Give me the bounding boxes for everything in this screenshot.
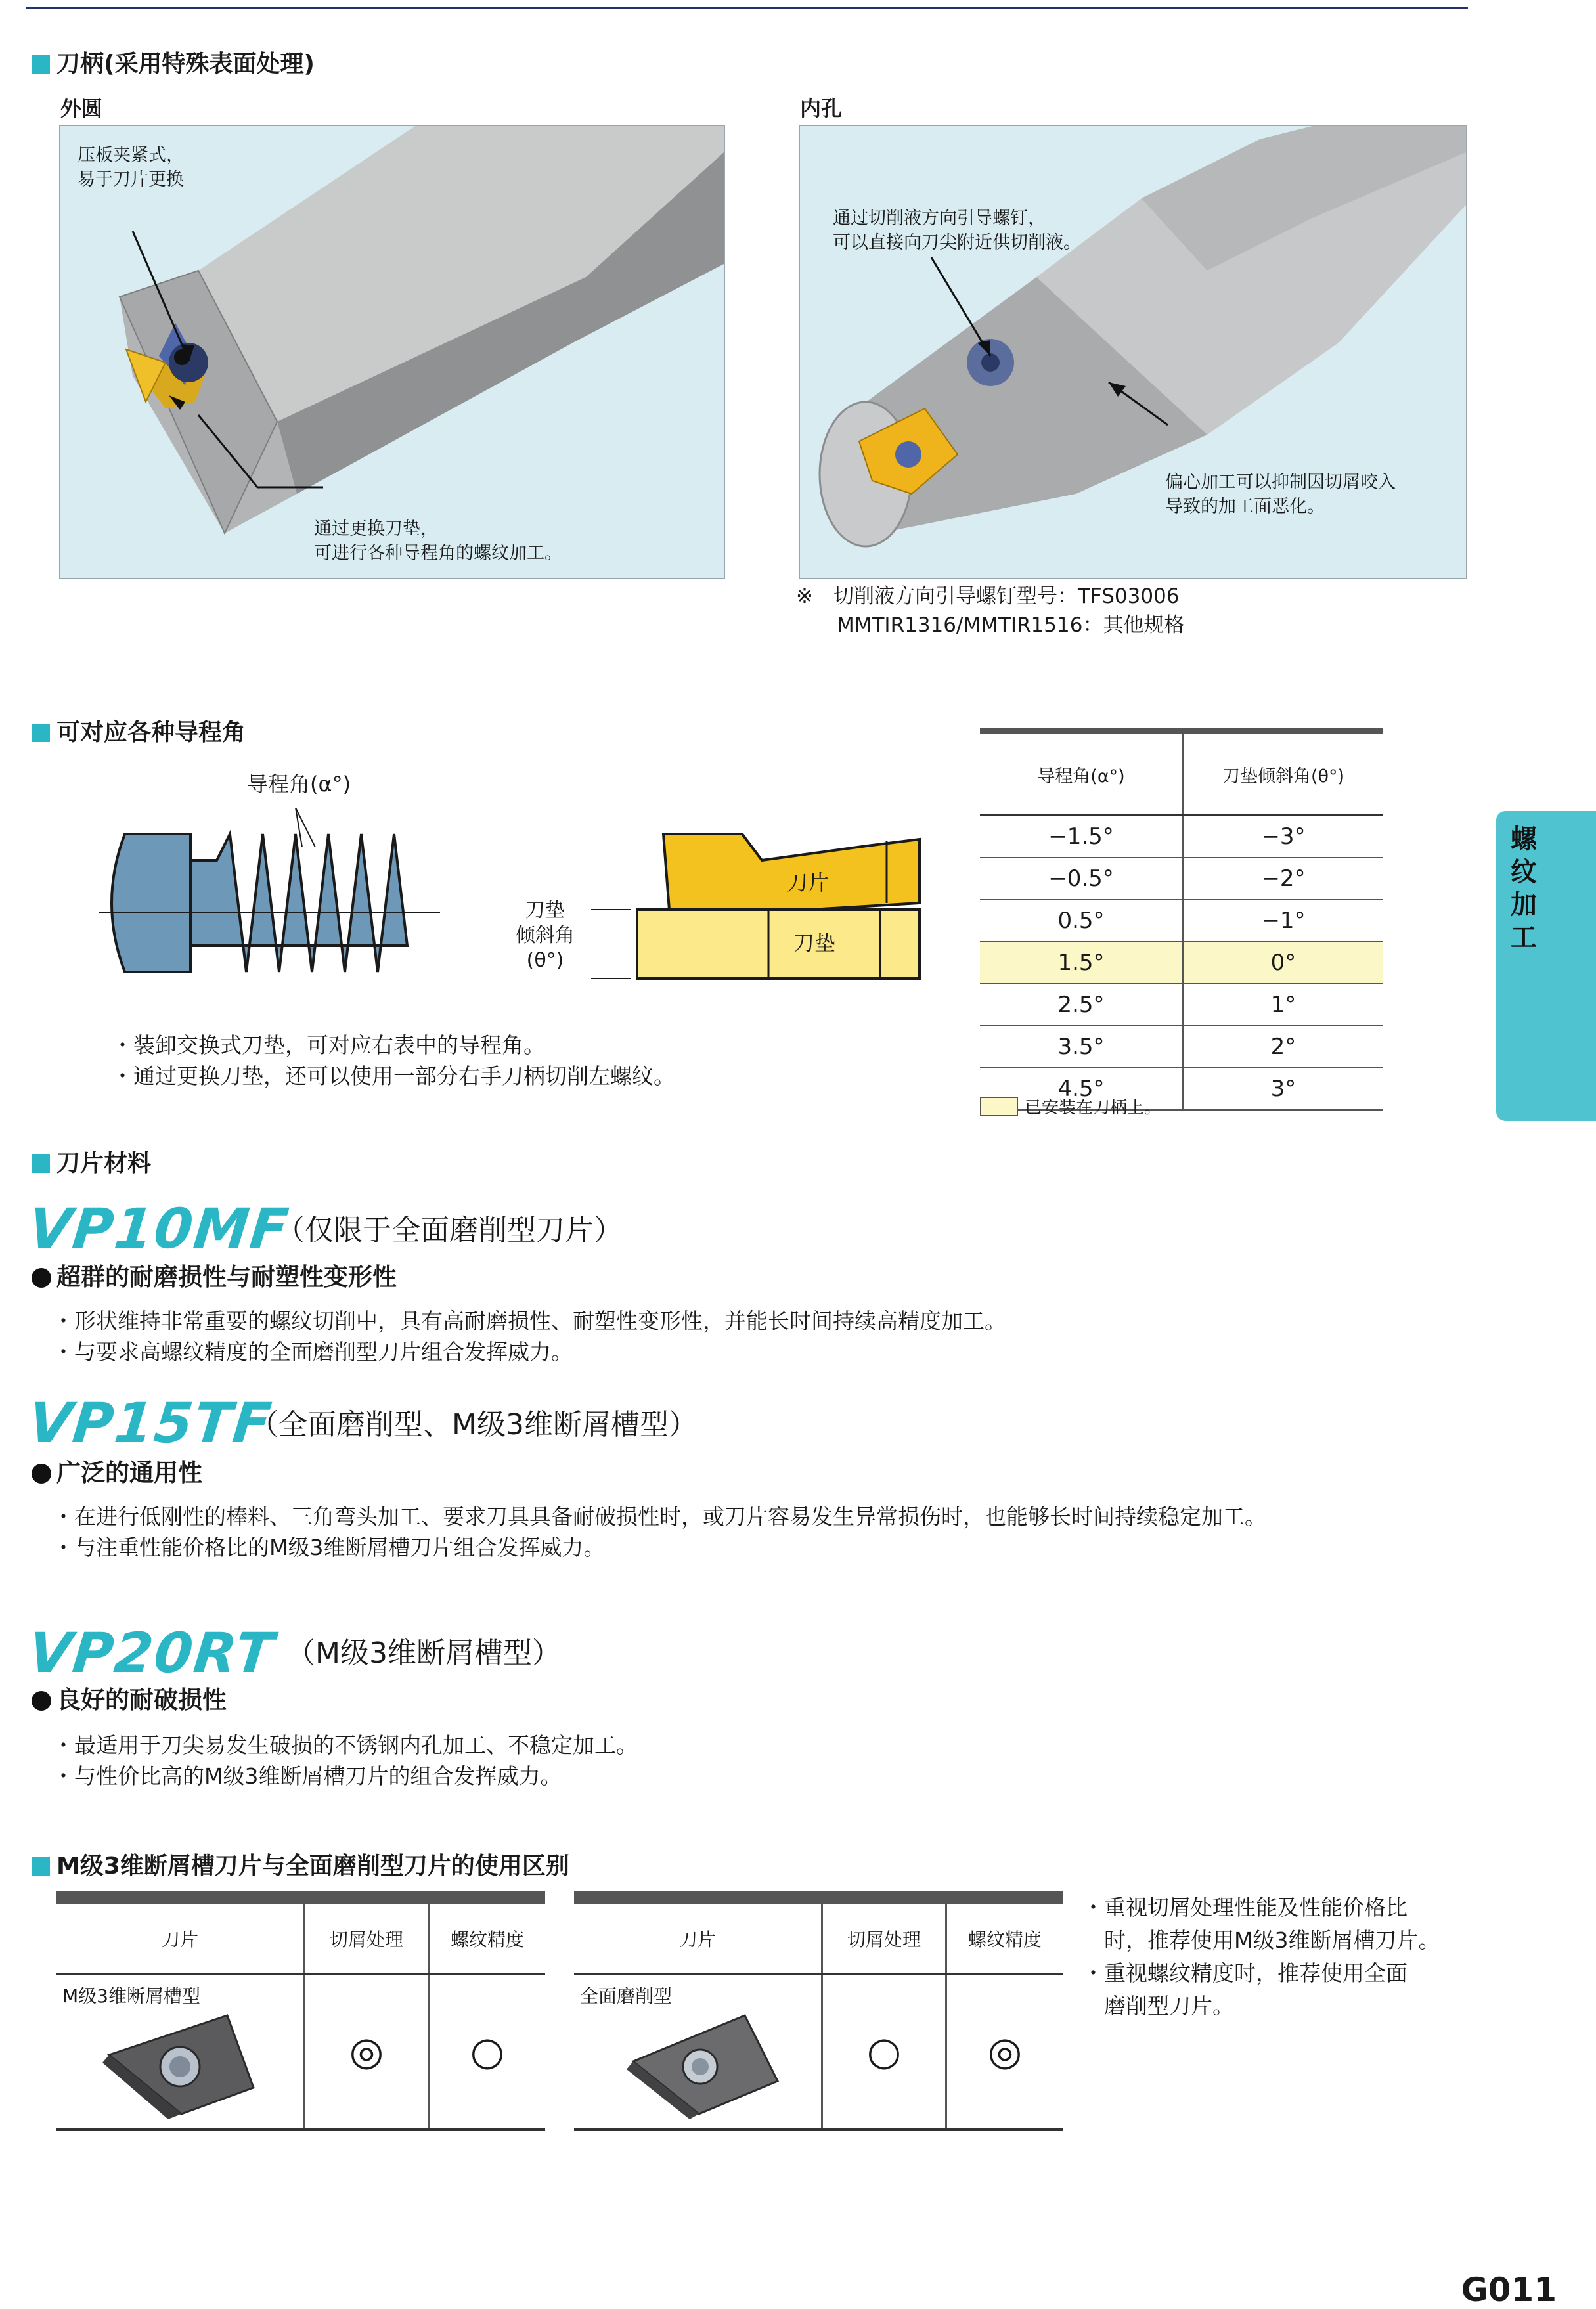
lead-angle-table <box>980 728 1383 1111</box>
eccentric-callout: 偏心加工可以抑制因切屑咬入 导致的加工面恶化。 <box>1165 472 1396 517</box>
side-tab-label: 螺 纹 加 工 <box>1511 824 1537 953</box>
compare-header-insert: 刀片 <box>574 1898 822 1974</box>
compare-table-mclass <box>56 1891 545 2131</box>
table-row <box>56 1974 545 2130</box>
compare-header-chip: 切屑处理 <box>822 1898 946 1974</box>
grade-feature: 良好的耐破损性 <box>32 1685 227 1715</box>
top-rule <box>26 7 1468 9</box>
thread-diagram <box>99 795 447 1005</box>
insert-cell <box>56 1974 305 2130</box>
insert-type-label: M级3维断屑槽型 <box>62 1985 200 2007</box>
side-tab[interactable] <box>1496 811 1596 1121</box>
table-row: 0.5° −1° <box>980 900 1383 942</box>
outer-holder-illustration <box>60 126 724 578</box>
shim-callout: 通过更换刀垫， 可进行各种导程角的螺纹加工。 <box>314 519 562 563</box>
clamp-callout: 压板夹紧式， 易于刀片更换 <box>78 145 184 190</box>
insert-cell <box>574 1974 822 2130</box>
legend-swatch <box>980 1097 1018 1116</box>
insert-image-ground <box>627 2009 784 2121</box>
insert-label: 刀片 <box>787 870 830 895</box>
accuracy-rating: ◎ <box>987 2029 1023 2075</box>
bullet-icon <box>32 1691 51 1711</box>
insert-shim-diagram <box>591 827 933 985</box>
table-row: −0.5° −2° <box>980 858 1383 900</box>
insert-image-mclass <box>102 2009 260 2121</box>
table-row: 2.5° 1° <box>980 984 1383 1026</box>
section-marker <box>32 724 50 742</box>
section-title-compare: M级3维断屑槽刀片与全面磨削型刀片的使用区别 <box>32 1852 569 1881</box>
lead-angle-label: 导程角(α°) <box>247 772 351 797</box>
grade-description: ・在进行低刚性的棒料、三角弯头加工、要求刀具具备耐破损性时，或刀片容易发生异常损伤时，也能够长时间持续稳定加工。 ・与注重性能价格比的M级3维断屑槽刀片组合发挥威力。 <box>53 1504 1266 1560</box>
chip-rating: ○ <box>866 2029 902 2075</box>
outer-label: 外圆 <box>60 96 103 121</box>
insert-type-label: 全面磨削型 <box>580 1985 673 2007</box>
grade-name-vp20rt: VP20RT <box>25 1621 278 1685</box>
inner-footnote: ※ 切削液方向引导螺钉型号：TFS03006 MMTIR1316/MMTIR1516：其他规格 <box>796 584 1185 637</box>
grade-feature: 广泛的通用性 <box>32 1458 202 1488</box>
table-legend: 已安装在刀柄上。 <box>980 1097 1161 1118</box>
table-row <box>574 1974 1063 2130</box>
grade-description: ・最适用于刀尖易发生破损的不锈钢内孔加工、不稳定加工。 ・与性价比高的M级3维断屑槽刀片的组合发挥威力。 <box>53 1732 638 1789</box>
shim-label: 刀垫 <box>793 931 836 956</box>
grade-feature: 超群的耐磨损性与耐塑性变形性 <box>32 1262 397 1292</box>
grade-note: （仅限于全面磨削型刀片） <box>276 1214 623 1247</box>
section-title-lead: 可对应各种导程角 <box>32 718 246 747</box>
outer-holder-figure <box>59 125 725 579</box>
page-number: G011 <box>1461 2271 1557 2309</box>
inner-label: 内孔 <box>800 96 843 121</box>
section-marker <box>32 55 50 74</box>
grade-note: （M级3维断屑槽型） <box>286 1637 561 1670</box>
table-row: −1.5° −3° <box>980 816 1383 858</box>
table-row: 4.5° 3° <box>980 1068 1383 1110</box>
compare-header-accuracy: 螺纹精度 <box>429 1898 546 1974</box>
table-row: 3.5° 2° <box>980 1026 1383 1068</box>
compare-table-ground <box>574 1891 1063 2131</box>
lead-table-header-lead: 导程角(α°) <box>980 731 1183 816</box>
grade-description: ・形状维持非常重要的螺纹切削中，具有高耐磨损性、耐塑性变形性，并能长时间持续高精度加工。 ・与要求高螺纹精度的全面磨削型刀片组合发挥威力。 <box>53 1308 1006 1365</box>
grade-name-vp15tf: VP15TF <box>25 1391 276 1455</box>
bullet-icon <box>32 1268 51 1288</box>
lead-table-header-shim: 刀垫倾斜角(θ°) <box>1183 731 1383 816</box>
compare-notes: ・重视切屑处理性能及性能价格比 时，推荐使用M级3维断屑槽刀片。 ・重视螺纹精度时，推荐使用全面 磨削型刀片。 <box>1082 1895 1440 2019</box>
chip-rating: ◎ <box>349 2029 384 2075</box>
compare-header-insert: 刀片 <box>56 1898 305 1974</box>
compare-header-accuracy: 螺纹精度 <box>946 1898 1063 1974</box>
grade-note: （全面磨削型、M级3维断屑槽型） <box>250 1408 698 1441</box>
table-row-highlighted: 1.5° 0° <box>980 942 1383 984</box>
bullet-icon <box>32 1464 51 1484</box>
section-marker <box>32 1154 50 1173</box>
coolant-callout: 通过切削液方向引导螺钉， 可以直接向刀尖附近供切削液。 <box>833 208 1081 253</box>
section-title-material: 刀片材料 <box>32 1149 151 1178</box>
grade-name-vp10mf: VP10MF <box>25 1197 293 1261</box>
inner-holder-figure <box>799 125 1467 579</box>
section-title-holder: 刀柄(采用特殊表面处理) <box>32 50 315 79</box>
accuracy-rating: ○ <box>470 2029 505 2075</box>
compare-header-chip: 切屑处理 <box>305 1898 429 1974</box>
shim-angle-label: 刀垫 倾斜角 (θ°) <box>516 899 575 972</box>
section-marker <box>32 1857 50 1876</box>
lead-notes: ・装卸交换式刀垫，可对应右表中的导程角。 ・通过更换刀垫，还可以使用一部分右手刀柄切削左螺纹。 <box>112 1032 675 1089</box>
